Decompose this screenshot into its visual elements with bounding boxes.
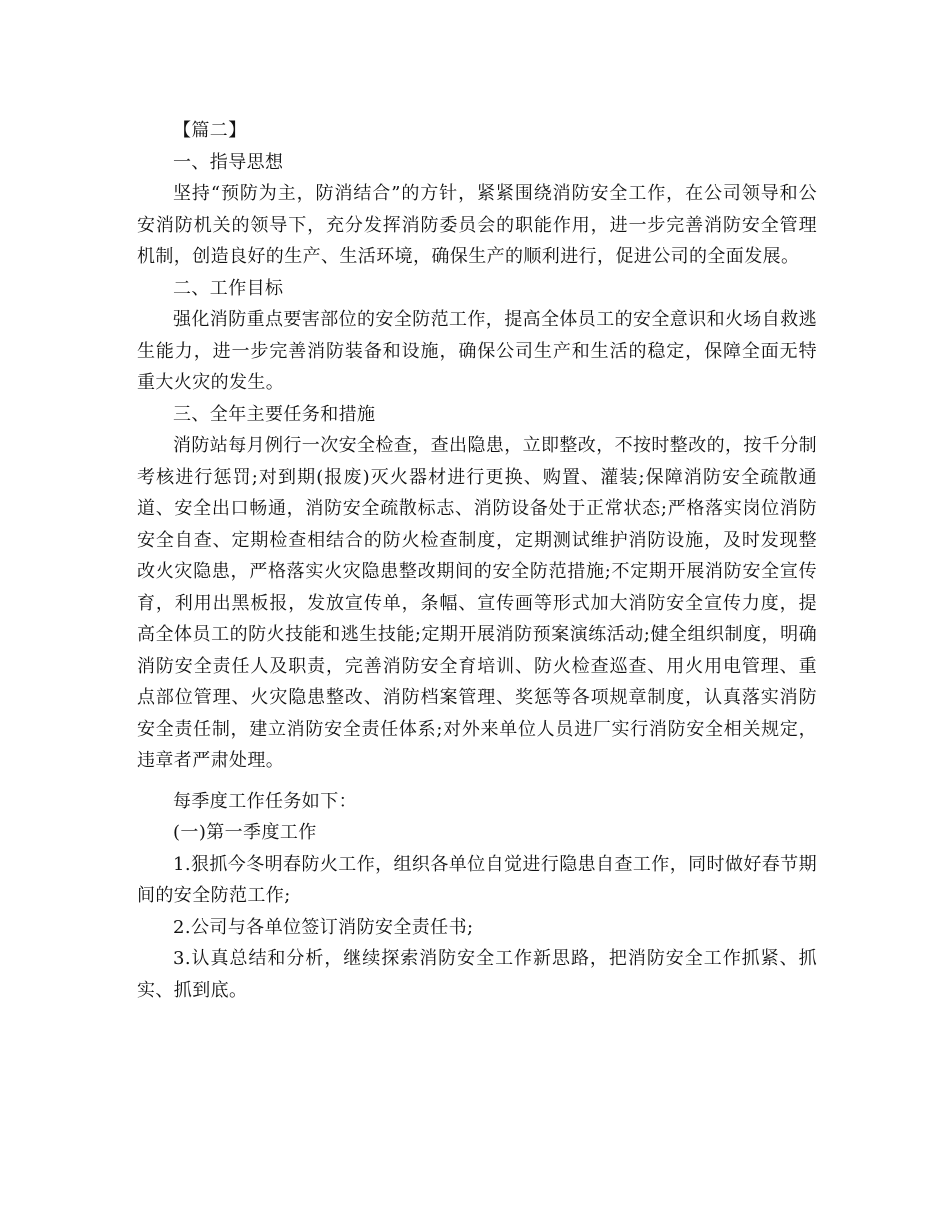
list-item: 1.狠抓今冬明春防火工作，组织各单位自觉进行隐患自查工作，同时做好春节期间的安全防范工作;	[137, 853, 817, 906]
list-item: 3.认真总结和分析，继续探索消防安全工作新思路，把消防安全工作抓紧、抓实、抓到底。	[137, 948, 817, 1001]
paragraph-annual-tasks: 消防站每月例行一次安全检查，查出隐患，立即整改，不按时整改的，按千分制考核进行惩罚;对到期(报废)灭火器材进行更换、购置、灌装;保障消防安全疏散通道、安全出口畅通，消防安全疏散标志、消防设备处于正常状态;严格落实岗位消防安全自查、定期检查相结合的防火检查制度，定期测试维护消防设施，及时发现整改火灾隐患，严格落实火灾隐患整改期间的安全防范措施;不定期开展消防安全宣传育，利用出黑板报，发放宣传单，条幅、宣传画等形式加大消防安全宣传力度，提高全体员工的防火技能和逃生技能;定期开展消防预案演练活动;健全组织制度，明确消防安全责任人及职责，完善消防安全育培训、防火检查巡查、用火用电管理、重点部位管理、火灾隐患整改、消防档案管理、奖惩等各项规章制度，认真落实消防安全责任制，建立消防安全责任体系;对外来单位人员进厂实行消防安全相关规定，违章者严肃处理。	[137, 435, 817, 771]
section-label: 【篇二】	[173, 120, 247, 141]
quarterly-intro: 每季度工作任务如下：	[173, 790, 357, 812]
list-item: 2.公司与各单位签订消防安全责任书;	[173, 916, 474, 938]
heading-guiding-ideology: 一、指导思想	[173, 151, 284, 173]
paragraph-guiding-ideology: 坚持“预防为主，防消结合”的方针，紧紧围绕消防安全工作，在公司领导和公安消防机关的领导下，充分发挥消防委员会的职能作用，进一步完善消防安全管理机制，创造良好的生产、生活环境，确保生产的顺利进行，促进公司的全面发展。	[137, 183, 817, 267]
heading-work-goals: 二、工作目标	[173, 277, 284, 299]
document-body	[137, 115, 817, 1006]
paragraph-work-goals: 强化消防重点要害部位的安全防范工作，提高全体员工的安全意识和火场自救逃生能力，进一步完善消防装备和设施，确保公司生产和生活的稳定，保障全面无特重大火灾的发生。	[137, 309, 817, 393]
heading-annual-tasks: 三、全年主要任务和措施	[173, 403, 376, 425]
heading-first-quarter: (一)第一季度工作	[173, 822, 317, 843]
